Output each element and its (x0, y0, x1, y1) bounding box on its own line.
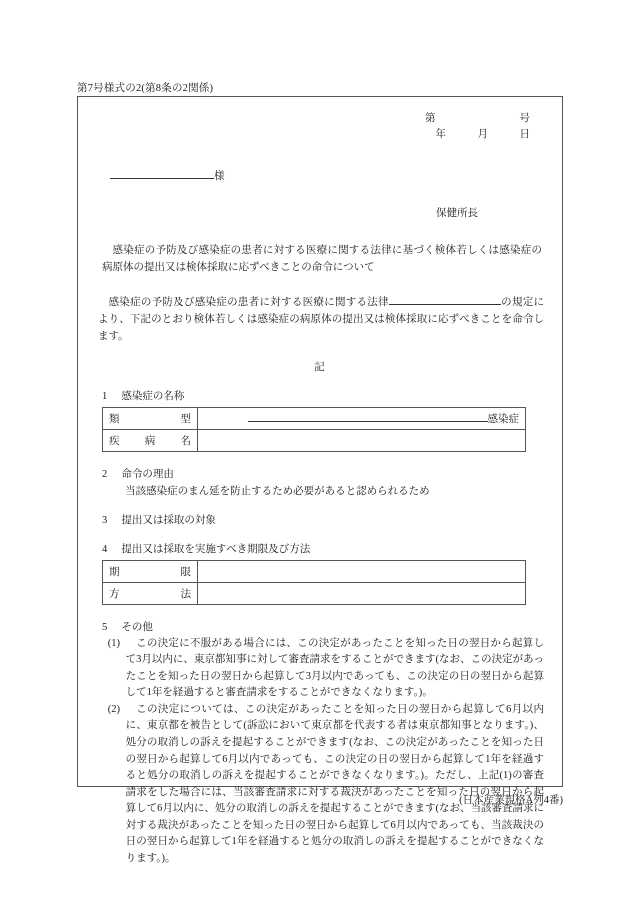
addressee-line (110, 168, 548, 183)
row-label-disease-name: 疾 病 名 (103, 429, 198, 451)
document-number-line: 第 号 (425, 113, 530, 124)
list-item (102, 702, 548, 868)
section-3-heading (102, 512, 548, 527)
row-value-type[interactable] (198, 407, 526, 429)
addressee-name-blank[interactable] (110, 168, 214, 179)
item-2-text: この決定については、この決定があったことを知った日の翌日から起算して6月以内に、東京都を被告として(訴訟において東京都を代表する者は東京都知事となります。)、処分の取消しの訴えを提起することができます(なお、この決定があったことを知った日の翌日から起算して6月以内であっても、この決定の日の翌日から起算して1年を経過すると処分の取消しの訴えを提起することができなくなります。)。ただし、上記(1)の審査請求をした場合には、当該審査請求に対する裁決があったことを知った日の翌日から起算して6月以内に、処分の取消しの訴えを提起することができます(なお、当該審査請求に対する裁決があったことを知った日の翌日から起算して6月以内であっても、当該裁決の日の翌日から起算して1年を経過すると処分の取消しの訴えを提起することができなくなります。)。 (125, 703, 544, 865)
section-4-heading (102, 541, 548, 556)
subject-paragraph: 感染症の予防及び感染症の患者に対する医療に関する法律に基づく検体若しくは感染症の病原体の提出又は検体採取に応ずべきことの命令について (102, 244, 542, 273)
section-5-title: その他 (121, 621, 153, 633)
table-row (103, 429, 526, 451)
table-row (103, 560, 526, 582)
section-2-heading (102, 466, 548, 498)
section-2-title: 命令の理由 (121, 468, 174, 480)
document-meta-block (92, 111, 530, 144)
row-label-deadline: 期 限 (103, 560, 198, 582)
section-1-title: 感染症の名称 (121, 390, 185, 402)
item-2-marker: (2) (107, 703, 121, 715)
item-1-text: この決定に不服がある場合には、この決定があったことを知った日の翌日から起算して3月以内に、東京都知事に対して審査請求をすることができます(なお、この決定があったことを知った日の翌日から起算して3月以内であっても、この決定の日の翌日から起算して1年を経過すると審査請求をすることができなくなります。)。 (125, 637, 544, 699)
section-4-title: 提出又は採取を実施すべき期限及び方法 (121, 543, 311, 555)
document-date-line: 年 月 日 (435, 129, 530, 141)
form-number-label: 第7号様式の2(第8条の2関係) (77, 83, 214, 94)
row-label-method: 方 法 (103, 582, 198, 604)
section-5-number: 5 (102, 621, 108, 633)
table-row (103, 407, 526, 429)
body-lead-before-blank: 感染症の予防及び感染症の患者に対する医療に関する法律 (108, 296, 389, 308)
addressee-suffix: 様 (214, 170, 225, 182)
row-value-disease-name[interactable] (198, 429, 526, 451)
row-value-method[interactable] (198, 582, 526, 604)
section-5-heading (102, 619, 548, 634)
section-3-title: 提出又は採取の対象 (121, 514, 216, 526)
section-5-items (102, 636, 548, 868)
section-4-number: 4 (102, 543, 108, 555)
body-paragraph (98, 294, 544, 345)
disease-name-table (102, 407, 526, 452)
row-value-type-inner (204, 411, 519, 426)
section-3-number: 3 (102, 514, 108, 526)
kiji-marker: 記 (314, 361, 326, 373)
disease-type-blank[interactable] (248, 411, 488, 422)
item-1-marker: (1) (107, 637, 121, 649)
body-lead-after-blank: の規定により、下記のとおり検体若しくは感染症の病原体の提出又は検体採取に応ずべきことを命令します。 (98, 296, 545, 342)
section-2-number: 2 (102, 468, 108, 480)
list-item (102, 636, 548, 702)
table-row (103, 582, 526, 604)
deadline-method-table (102, 560, 526, 605)
section-1-number: 1 (102, 390, 108, 402)
section-2-detail: 当該感染症のまん延を防止するため必要があると認められるため (125, 485, 430, 497)
row-value-deadline[interactable] (198, 560, 526, 582)
paper-size-note: (日本産業規格A列4番) (459, 795, 563, 806)
disease-type-suffix: 感染症 (487, 413, 519, 425)
law-reference-blank[interactable] (389, 294, 501, 305)
row-label-type: 類 型 (103, 407, 198, 429)
section-1-heading (102, 388, 548, 403)
issuer-title: 保健所長 (436, 207, 478, 219)
